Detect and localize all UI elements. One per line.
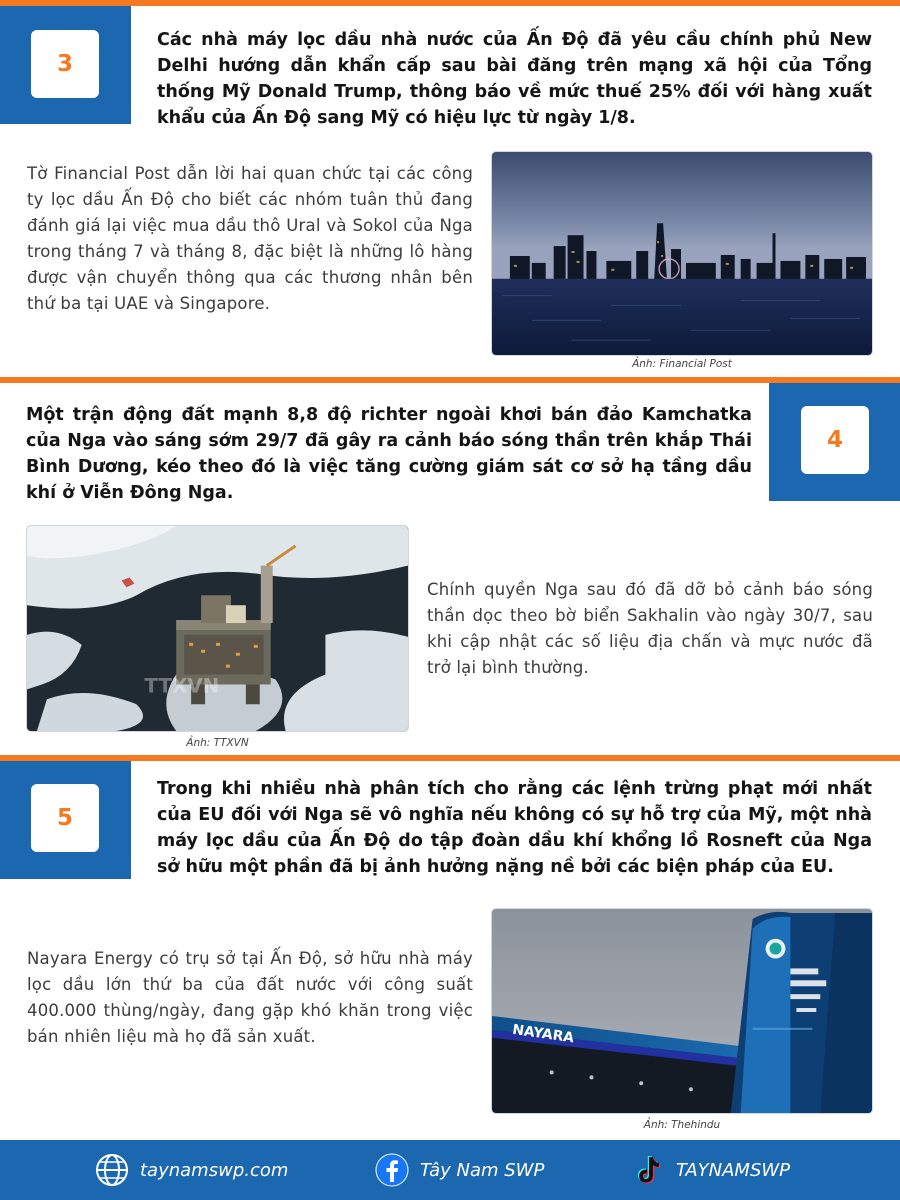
section-4-number: 4 — [801, 406, 869, 474]
footer-website-label: taynamswp.com — [140, 1159, 289, 1181]
section-5-photo-caption: Ảnh: Thehindu — [643, 1119, 721, 1131]
section-4-divider — [0, 377, 900, 383]
footer-bar — [0, 1140, 900, 1200]
section-5-photo-fuel-station — [491, 908, 873, 1114]
tiktok-icon — [630, 1152, 666, 1188]
section-3-photo-city-skyline — [491, 151, 873, 356]
footer-tiktok-label: TAYNAMSWP — [676, 1159, 791, 1181]
section-3-number: 3 — [31, 30, 99, 98]
footer-facebook-link[interactable] — [374, 1140, 544, 1200]
section-4-photo-oil-platform — [26, 525, 409, 732]
section-5-headline: Trong khi nhiều nhà phân tích cho rằng các lệnh trừng phạt mới nhất của EU đối với Nga sẽ vô nghĩa nếu không có sự hỗ trợ của Mỹ, một nhà máy lọc dầu của Ấn Độ do tập đoàn dầu khí khổng lồ Rosneft của Nga sở hữu một phần đã bị ảnh hưởng nặng nề bởi các biện pháp của EU. — [157, 779, 872, 877]
footer-tiktok-link[interactable] — [630, 1140, 790, 1200]
section-5-body: Nayara Energy có trụ sở tại Ấn Độ, sở hữu nhà máy lọc dầu lớn thứ ba của đất nước với công suất 400.000 thùng/ngày, đang gặp khó khăn trong việc bán nhiên liệu mà họ đã sản xuất. — [27, 949, 473, 1046]
section-4-headline: Một trận động đất mạnh 8,8 độ richter ngoài khơi bán đảo Kamchatka của Nga vào sáng sớm 29/7 đã gây ra cảnh báo sóng thần trên khắp Thái Bình Dương, kéo theo đó là việc tăng cường giám sát cơ sở hạ tầng dầu khí ở Viễn Đông Nga. — [26, 405, 752, 503]
footer-website-link[interactable] — [94, 1140, 288, 1200]
section-3-photo-caption: Ảnh: Financial Post — [632, 358, 732, 370]
section-5-number: 5 — [31, 784, 99, 852]
globe-icon — [94, 1152, 130, 1188]
section-3-headline: Các nhà máy lọc dầu nhà nước của Ấn Độ đã yêu cầu chính phủ New Delhi hướng dẫn khẩn cấp sau bài đăng trên mạng xã hội của Tổng thống Mỹ Donald Trump, thông báo về mức thuế 25% đối với hàng xuất khẩu của Ấn Độ sang Mỹ có hiệu lực từ ngày 1/8. — [157, 30, 872, 128]
section-4-body: Chính quyền Nga sau đó đã dỡ bỏ cảnh báo sóng thần dọc theo bờ biển Sakhalin vào ngày 30/7, sau khi cập nhật các số liệu địa chấn và mực nước đã trở lại bình thường. — [427, 580, 873, 677]
top-divider — [0, 0, 900, 6]
canopy-brand-text: NAYARA — [511, 1021, 576, 1047]
section-3-body: Tờ Financial Post dẫn lời hai quan chức tại các công ty lọc dầu Ấn Độ cho biết các nhóm tuân thủ đang đánh giá lại việc mua dầu thô Ural và Sokol của Nga trong tháng 7 và tháng 8, đặc biệt là những lô hàng được vận chuyển thông qua các thương nhân bên thứ ba tại UAE và Singapore. — [27, 164, 473, 313]
section-4-photo-caption: Ảnh: TTXVN — [186, 737, 249, 749]
facebook-icon — [374, 1152, 410, 1188]
section-5-divider — [0, 755, 900, 761]
photo-watermark: TTXVN — [144, 674, 220, 698]
footer-facebook-label: Tây Nam SWP — [420, 1159, 545, 1181]
